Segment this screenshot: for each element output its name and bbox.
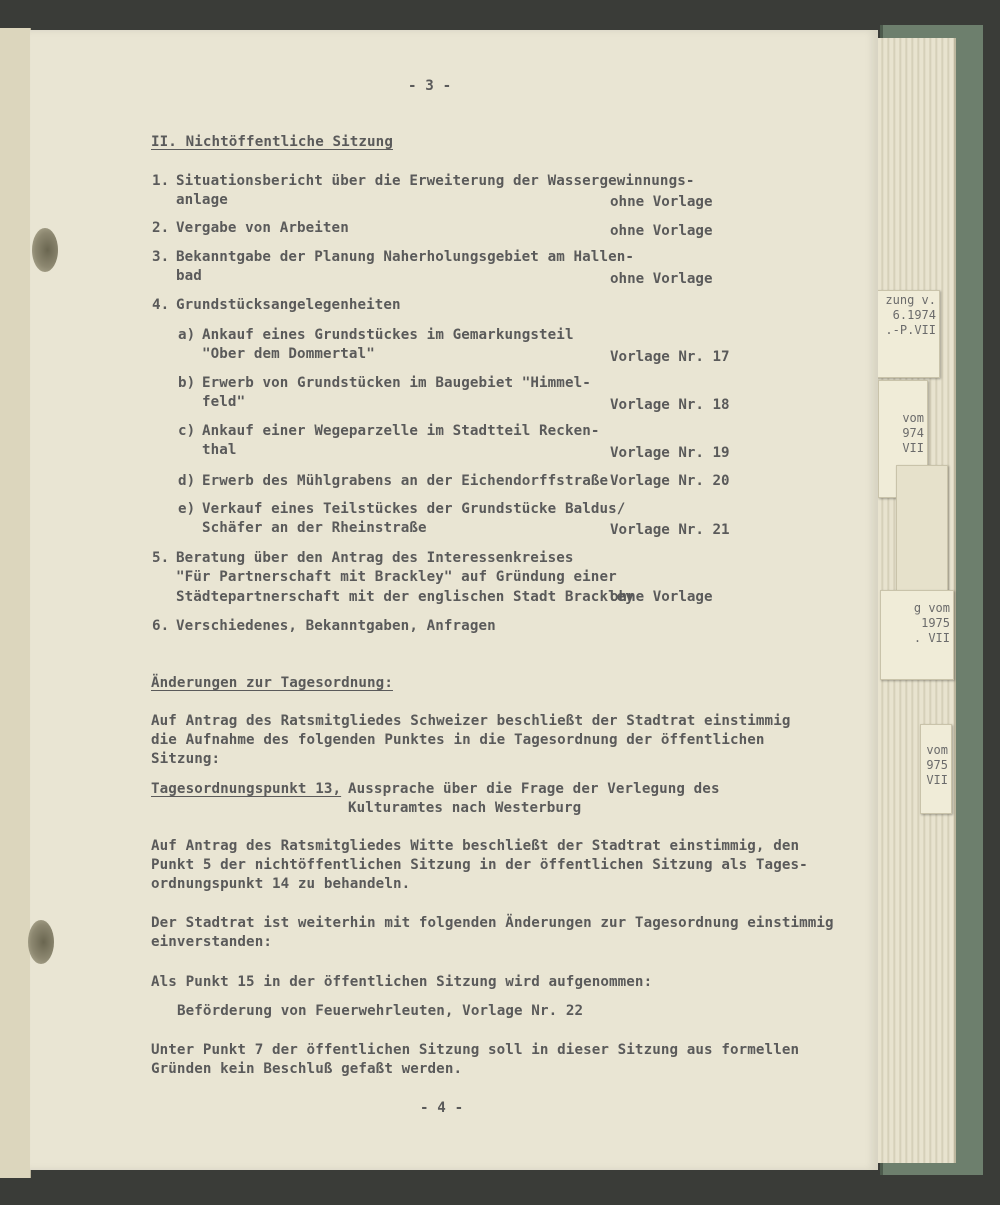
tab-line: 6.1974: [892, 308, 936, 322]
left-page-edge: [0, 28, 31, 1178]
subitem-note: Vorlage Nr. 17: [610, 349, 730, 365]
changes-heading: Änderungen zur Tagesordnung:: [151, 675, 393, 691]
paragraph-line: ordnungspunkt 14 zu behandeln.: [151, 876, 411, 892]
paragraph-line: die Aufnahme des folgenden Punktes in die Tagesordnung der öffentlichen: [151, 732, 765, 748]
agenda-text: Verschiedenes, Bekanntgaben, Anfragen: [176, 618, 496, 634]
agenda-text: bad: [176, 268, 202, 284]
tab-line: VII: [926, 773, 948, 787]
page-number-top: - 3 -: [408, 78, 452, 94]
paragraph-item: Beförderung von Feuerwehrleuten, Vorlage Nr. 22: [177, 1003, 584, 1019]
section-title: II. Nichtöffentliche Sitzung: [151, 134, 393, 150]
punch-hole-bottom: [28, 920, 54, 964]
tab-line: 974: [902, 426, 924, 440]
subitem-text: thal: [202, 442, 237, 458]
tab-line: 1975: [921, 616, 950, 630]
subitem-text: Ankauf eines Grundstückes im Gemarkungsteil: [202, 327, 574, 343]
agenda-text: "Für Partnerschaft mit Brackley" auf Gründung einer: [176, 569, 617, 585]
paragraph-line: einverstanden:: [151, 934, 272, 950]
subitem-text: feld": [202, 394, 246, 410]
paragraph-line: Auf Antrag des Ratsmitgliedes Schweizer beschließt der Stadtrat einstimmig: [151, 713, 791, 729]
subitem-text: Erwerb von Grundstücken im Baugebiet "Himmel-: [202, 375, 591, 391]
subitem-text: "Ober dem Dommertal": [202, 346, 375, 362]
tab-line: g vom: [913, 601, 950, 615]
subitem-label: b): [178, 375, 196, 391]
agenda-text: Vergabe von Arbeiten: [176, 220, 349, 236]
tab-line: .-P.VII: [885, 323, 936, 337]
subitem-text: Erwerb des Mühlgrabens an der Eichendorffstraße: [202, 473, 609, 489]
subitem-label: c): [178, 423, 196, 439]
index-tab-3[interactable]: [880, 590, 954, 680]
agenda-text: Grundstücksangelegenheiten: [176, 297, 401, 313]
subitem-text: Schäfer an der Rheinstraße: [202, 520, 427, 536]
top13-text: Aussprache über die Frage der Verlegung des: [348, 781, 720, 797]
index-tab-1[interactable]: [872, 290, 940, 378]
subitem-note: Vorlage Nr. 18: [610, 397, 730, 413]
agenda-note: ohne Vorlage: [610, 589, 713, 605]
tab-line: vom: [902, 411, 924, 425]
subitem-note: Vorlage Nr. 20: [610, 473, 730, 489]
paragraph-line: Auf Antrag des Ratsmitgliedes Witte beschließt der Stadtrat einstimmig, den: [151, 838, 800, 854]
subitem-label: a): [178, 327, 196, 343]
agenda-note: ohne Vorlage: [610, 223, 713, 239]
tab-line: 975: [926, 758, 948, 772]
agenda-number: 5.: [152, 550, 170, 566]
tab-line: vom: [926, 743, 948, 757]
paragraph-line: Sitzung:: [151, 751, 221, 767]
subitem-label: d): [178, 473, 196, 489]
subitem-text: Verkauf eines Teilstückes der Grundstücke Baldus/: [202, 501, 626, 517]
subitem-note: Vorlage Nr. 21: [610, 522, 730, 538]
top13-text: Kulturamtes nach Westerburg: [348, 800, 582, 816]
paragraph-line: Unter Punkt 7 der öffentlichen Sitzung soll in dieser Sitzung aus formellen: [151, 1042, 800, 1058]
agenda-number: 2.: [152, 220, 170, 236]
agenda-number: 4.: [152, 297, 170, 313]
subitem-label: e): [178, 501, 196, 517]
agenda-text: Städtepartnerschaft mit der englischen Stadt Brackley: [176, 589, 635, 605]
agenda-note: ohne Vorlage: [610, 271, 713, 287]
agenda-number: 1.: [152, 173, 170, 189]
agenda-note: ohne Vorlage: [610, 194, 713, 210]
index-tab-stack: [896, 465, 948, 595]
paragraph-line: Als Punkt 15 in der öffentlichen Sitzung wird aufgenommen:: [151, 974, 653, 990]
page-number-bottom: - 4 -: [420, 1100, 464, 1116]
top13-label: Tagesordnungspunkt 13,: [151, 781, 342, 797]
agenda-text: anlage: [176, 192, 228, 208]
tab-line: . VII: [913, 631, 950, 645]
subitem-note: Vorlage Nr. 19: [610, 445, 730, 461]
agenda-number: 3.: [152, 249, 170, 265]
paragraph-line: Gründen kein Beschluß gefaßt werden.: [151, 1061, 463, 1077]
agenda-text: Beratung über den Antrag des Interessenkreises: [176, 550, 574, 566]
paragraph-line: Der Stadtrat ist weiterhin mit folgenden Änderungen zur Tagesordnung einstimmig: [151, 915, 834, 931]
index-tab-4[interactable]: [920, 724, 952, 814]
document-page: [30, 30, 878, 1170]
agenda-text: Situationsbericht über die Erweiterung der Wassergewinnungs-: [176, 173, 695, 189]
punch-hole-top: [32, 228, 58, 272]
paragraph-line: Punkt 5 der nichtöffentlichen Sitzung in der öffentlichen Sitzung als Tages-: [151, 857, 808, 873]
tab-line: zung v.: [885, 293, 936, 307]
tab-line: VII: [902, 441, 924, 455]
agenda-text: Bekanntgabe der Planung Naherholungsgebiet am Hallen-: [176, 249, 635, 265]
subitem-text: Ankauf einer Wegeparzelle im Stadtteil Recken-: [202, 423, 600, 439]
agenda-number: 6.: [152, 618, 170, 634]
